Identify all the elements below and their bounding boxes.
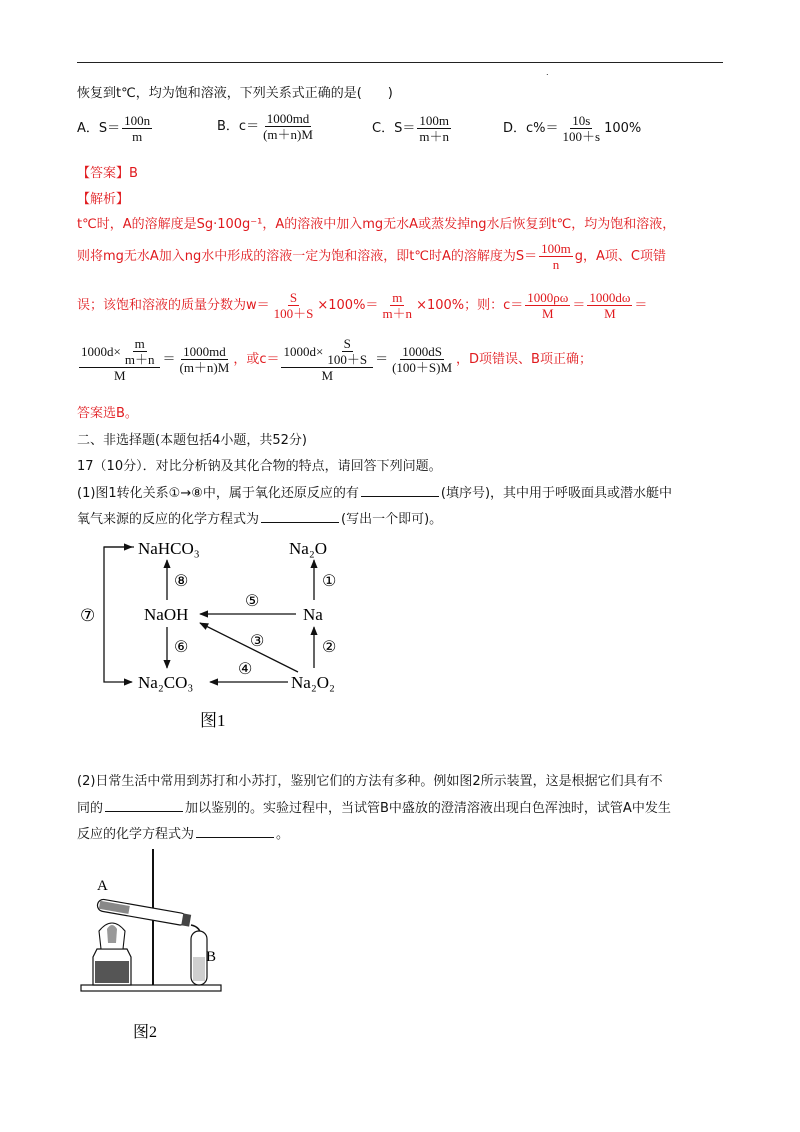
- q17-head: 17（10分）．对比分析钠及其化合物的特点，请回答下列问题。: [77, 459, 442, 474]
- q16-stem: 恢复到t℃，均为饱和溶液，下列关系式正确的是( ): [77, 86, 393, 101]
- figure-2-caption: 图2: [133, 1024, 158, 1041]
- na2o2-label: Na₂O₂: [291, 673, 335, 692]
- na2co3-label: Na₂CO₃: [138, 673, 194, 692]
- figure-2-apparatus: [75, 845, 255, 1045]
- q17-part2-line2: 同的 加以鉴别的。实验过程中，当试管B中盛放的澄清溶液出现白色浑浊时，试管A中发生: [77, 801, 671, 816]
- option-d: D．c%＝ $\frac{10s}{100+s}$ 100%: [503, 113, 642, 144]
- answer-blank[interactable]: [196, 825, 274, 838]
- option-c: C．S＝ $\frac{100m}{m+n}$: [372, 113, 449, 144]
- label-a: A: [97, 878, 108, 894]
- label-7: ⑦: [80, 606, 96, 625]
- label-4: ④: [238, 661, 253, 678]
- label-5: ⑤: [245, 593, 260, 610]
- q17-part2-line1: (2)日常生活中常用到苏打和小苏打，鉴别它们的方法有多种。例如图2所示装置，这是根据它们具有不: [77, 774, 663, 789]
- analysis-line-1: t℃时，A的溶解度是Sg·100g⁻¹，A的溶液中加入mg无水A或蒸发掉ng水后恢复到t℃，均为饱和溶液，: [77, 217, 676, 232]
- test-tube-a: [97, 898, 192, 926]
- answer-blank[interactable]: [105, 799, 183, 812]
- answer-blank[interactable]: [261, 510, 339, 523]
- figure-1-caption: 图1: [200, 711, 226, 730]
- lamp-fuel: [95, 961, 129, 983]
- q17-part1-line2: 氧气来源的反应的化学方程式为 (写出一个即可)。: [77, 512, 443, 527]
- label-6: ⑥: [174, 639, 189, 656]
- nahco3-label: NaHCO₃: [138, 539, 200, 558]
- header-rule: [77, 62, 723, 63]
- q17-part2-line3: 反应的化学方程式为 。: [77, 827, 290, 842]
- label-1: ①: [322, 573, 337, 590]
- answer-blank[interactable]: [361, 484, 439, 497]
- q17-part1-line1: (1)图1转化关系①→⑧中，属于氧化还原反应的有 (填序号)，其中用于呼吸面具或潜水艇中: [77, 486, 673, 501]
- header-dot: .: [546, 68, 549, 77]
- analysis-line-5: 答案选B。: [77, 406, 138, 421]
- answer-label: 【答案】B: [77, 166, 138, 181]
- lime-water: [193, 957, 205, 981]
- analysis-line-2: 则将mg无水A加入ng水中形成的溶液一定为饱和溶液，即t℃时A的溶解度为S＝ $\frac{100m}{n}$ g，A项、C项错: [77, 241, 667, 272]
- option-a: A．S＝ $\frac{100n}{m}$: [77, 113, 151, 144]
- na2o-label: Na₂O: [289, 539, 328, 558]
- label-3: ③: [250, 633, 265, 650]
- figure-1-diagram: [70, 530, 370, 735]
- option-b: B．c＝ $\frac{1000md}{(m+n)M}$: [217, 111, 313, 142]
- naoh-label: NaOH: [144, 605, 189, 624]
- na-label: Na: [303, 605, 323, 624]
- label-8: ⑧: [174, 573, 189, 590]
- stand-base: [81, 985, 221, 991]
- analysis-label: 【解析】: [77, 192, 130, 207]
- label-2: ②: [322, 639, 337, 656]
- label-b: B: [206, 949, 217, 965]
- arrow-7-line: [104, 547, 134, 682]
- section-heading: 二、非选择题(本题包括4小题，共52分): [77, 433, 307, 448]
- analysis-line-3: 误；该饱和溶液的质量分数为w＝ $\frac{S}{100+S}$ ×100%＝ $\frac{m}{m+n}$ ×100%；则：c＝ $\frac{1000\rho\omega}{M}$ ＝ $\frac{1000d\omega}{M}$ ＝: [77, 290, 648, 321]
- flame-core: [107, 925, 117, 943]
- analysis-line-4: 1000d× $\frac{m}{m+n}$ M ＝ $\frac{1000md}{(m+n)M}$ ，或c＝ 1000d× $\frac{S}{100+S}$ M ＝ $\frac{1000dS}{(100+S)M}$ ，D项错误、B项正确；: [81, 336, 592, 383]
